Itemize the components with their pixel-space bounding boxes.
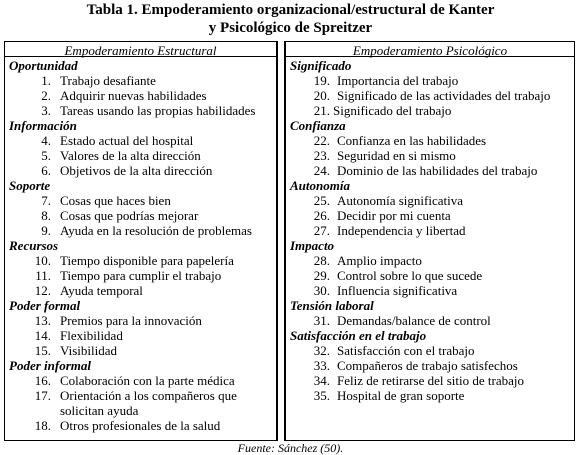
item-text: Significado del trabajo bbox=[333, 103, 452, 118]
list-item bbox=[286, 88, 574, 103]
column-header: Empoderamiento Psicológico bbox=[352, 43, 508, 58]
item-number: 5. bbox=[41, 148, 51, 163]
category-heading: Tensión laboral bbox=[290, 298, 374, 313]
item-text: Feliz de retirarse del sitio de trabajo bbox=[337, 373, 524, 388]
item-number: 35. bbox=[313, 388, 330, 403]
item-number: 19. bbox=[313, 73, 330, 88]
list-item bbox=[5, 328, 276, 343]
table-source-note: Fuente: Sánchez (50). bbox=[237, 441, 344, 455]
item-text: Confianza en las habilidades bbox=[337, 133, 487, 148]
list-item-continuation bbox=[5, 403, 276, 418]
item-text: Cosas que haces bien bbox=[60, 193, 171, 208]
list-item bbox=[5, 343, 276, 358]
list-item bbox=[286, 373, 574, 388]
item-number: 32. bbox=[313, 343, 330, 358]
category-heading: Significado bbox=[290, 58, 352, 73]
item-text: Cosas que podrías mejorar bbox=[60, 208, 199, 223]
item-text: Ayuda en la resolución de problemas bbox=[60, 223, 252, 238]
list-item bbox=[5, 283, 276, 298]
item-number: 4. bbox=[41, 133, 51, 148]
table-title bbox=[0, 1, 581, 37]
category-heading: Soporte bbox=[9, 178, 51, 193]
column-header-rule bbox=[286, 56, 574, 57]
category-heading: Confianza bbox=[290, 118, 346, 133]
list-item bbox=[5, 103, 276, 118]
list-item bbox=[286, 358, 574, 373]
item-number: 23. bbox=[313, 148, 330, 163]
structural-empowerment-column bbox=[4, 41, 278, 441]
list-item bbox=[286, 268, 574, 283]
item-text: Colaboración con la parte médica bbox=[60, 373, 235, 388]
item-text: Hospital de gran soporte bbox=[337, 388, 465, 403]
list-item bbox=[5, 163, 276, 178]
item-number: 33. bbox=[313, 358, 330, 373]
list-item bbox=[286, 223, 574, 238]
item-number: 9. bbox=[41, 223, 51, 238]
item-number: 14. bbox=[34, 328, 51, 343]
list-item bbox=[5, 373, 276, 388]
item-number: 3. bbox=[41, 103, 51, 118]
item-number: 17. bbox=[34, 388, 51, 403]
item-number: 16. bbox=[34, 373, 51, 388]
item-text: Importancia del trabajo bbox=[337, 73, 459, 88]
item-text: Estado actual del hospital bbox=[60, 133, 194, 148]
column-header: Empoderamiento Estructural bbox=[64, 43, 217, 58]
category-heading: Satisfacción en el trabajo bbox=[290, 328, 427, 343]
item-text-continuation: solicitan ayuda bbox=[60, 403, 139, 418]
list-item bbox=[286, 208, 574, 223]
list-item bbox=[5, 133, 276, 148]
list-item bbox=[286, 343, 574, 358]
item-text: Demandas/balance de control bbox=[337, 313, 491, 328]
item-number: 1. bbox=[41, 73, 51, 88]
category-heading: Información bbox=[9, 118, 77, 133]
list-item bbox=[5, 208, 276, 223]
list-item bbox=[5, 73, 276, 88]
item-text: Tareas usando las propias habilidades bbox=[60, 103, 256, 118]
item-text: Control sobre lo que sucede bbox=[337, 268, 483, 283]
item-text: Premios para la innovación bbox=[60, 313, 202, 328]
category-heading: Autonomía bbox=[290, 178, 350, 193]
list-item bbox=[286, 163, 574, 178]
list-item bbox=[5, 313, 276, 328]
category-heading: Oportunidad bbox=[9, 58, 78, 73]
item-text: Independencia y libertad bbox=[337, 223, 466, 238]
list-item bbox=[5, 193, 276, 208]
item-number: 10. bbox=[34, 253, 51, 268]
table-title-line-1: Tabla 1. Empoderamiento organizacional/estructural de Kanter bbox=[86, 2, 495, 18]
item-text: Otros profesionales de la salud bbox=[60, 418, 221, 433]
category-heading: Recursos bbox=[9, 238, 59, 253]
list-item bbox=[5, 388, 276, 403]
item-number: 29. bbox=[313, 268, 330, 283]
item-text: Compañeros de trabajo satisfechos bbox=[337, 358, 518, 373]
list-item bbox=[286, 253, 574, 268]
item-number: 25. bbox=[313, 193, 330, 208]
item-number: 6. bbox=[41, 163, 51, 178]
category-heading: Poder informal bbox=[9, 358, 91, 373]
item-text: Amplio impacto bbox=[337, 253, 422, 268]
item-text: Orientación a los compañeros que bbox=[60, 388, 237, 403]
psychological-empowerment-column bbox=[284, 41, 575, 441]
item-number: 8. bbox=[41, 208, 51, 223]
item-number: 31. bbox=[313, 313, 330, 328]
item-number: 15. bbox=[34, 343, 51, 358]
item-number: 20. bbox=[313, 88, 330, 103]
item-text: Dominio de las habilidades del trabajo bbox=[337, 163, 538, 178]
list-item bbox=[5, 268, 276, 283]
item-text: Ayuda temporal bbox=[60, 283, 143, 298]
item-text: Objetivos de la alta dirección bbox=[60, 163, 213, 178]
category-heading: Impacto bbox=[290, 238, 335, 253]
item-text: Satisfacción con el trabajo bbox=[337, 343, 475, 358]
category-heading: Poder formal bbox=[9, 298, 81, 313]
table-title-line-2: y Psicológico de Spreitzer bbox=[208, 20, 373, 36]
list-item bbox=[5, 148, 276, 163]
list-item bbox=[286, 388, 574, 403]
item-text: Decidir por mi cuenta bbox=[337, 208, 451, 223]
item-text: Trabajo desafiante bbox=[60, 73, 156, 88]
list-item bbox=[286, 193, 574, 208]
item-number: 18. bbox=[34, 418, 51, 433]
item-text: Tiempo disponible para papelería bbox=[60, 253, 234, 268]
item-number: 22. bbox=[313, 133, 330, 148]
item-number: 27. bbox=[313, 223, 330, 238]
item-number: 11. bbox=[35, 268, 51, 283]
item-number: 30. bbox=[313, 283, 330, 298]
item-text: Influencia significativa bbox=[337, 283, 458, 298]
item-number: 34. bbox=[313, 373, 330, 388]
item-number: 2. bbox=[41, 88, 51, 103]
list-item bbox=[286, 313, 574, 328]
item-text: Valores de la alta dirección bbox=[60, 148, 201, 163]
item-text: Visibilidad bbox=[60, 343, 117, 358]
item-text: Tiempo para cumplir el trabajo bbox=[60, 268, 222, 283]
item-number: 28. bbox=[313, 253, 330, 268]
item-number: 21. bbox=[313, 103, 330, 118]
list-item bbox=[5, 88, 276, 103]
item-number: 26. bbox=[313, 208, 330, 223]
list-item bbox=[286, 73, 574, 88]
item-text: Flexibilidad bbox=[60, 328, 123, 343]
list-item bbox=[5, 223, 276, 238]
item-number: 7. bbox=[41, 193, 51, 208]
list-item bbox=[286, 133, 574, 148]
column-header-rule bbox=[5, 56, 276, 57]
item-text: Adquirir nuevas habilidades bbox=[60, 88, 207, 103]
item-number: 13. bbox=[34, 313, 51, 328]
item-text: Significado de las actividades del trabajo bbox=[337, 88, 551, 103]
item-text: Seguridad en si mismo bbox=[337, 148, 456, 163]
list-item bbox=[286, 103, 574, 118]
item-text: Autonomía significativa bbox=[337, 193, 464, 208]
list-item bbox=[5, 418, 276, 433]
list-item bbox=[286, 148, 574, 163]
item-number: 12. bbox=[34, 283, 51, 298]
item-number: 24. bbox=[313, 163, 330, 178]
list-item bbox=[5, 253, 276, 268]
list-item bbox=[286, 283, 574, 298]
